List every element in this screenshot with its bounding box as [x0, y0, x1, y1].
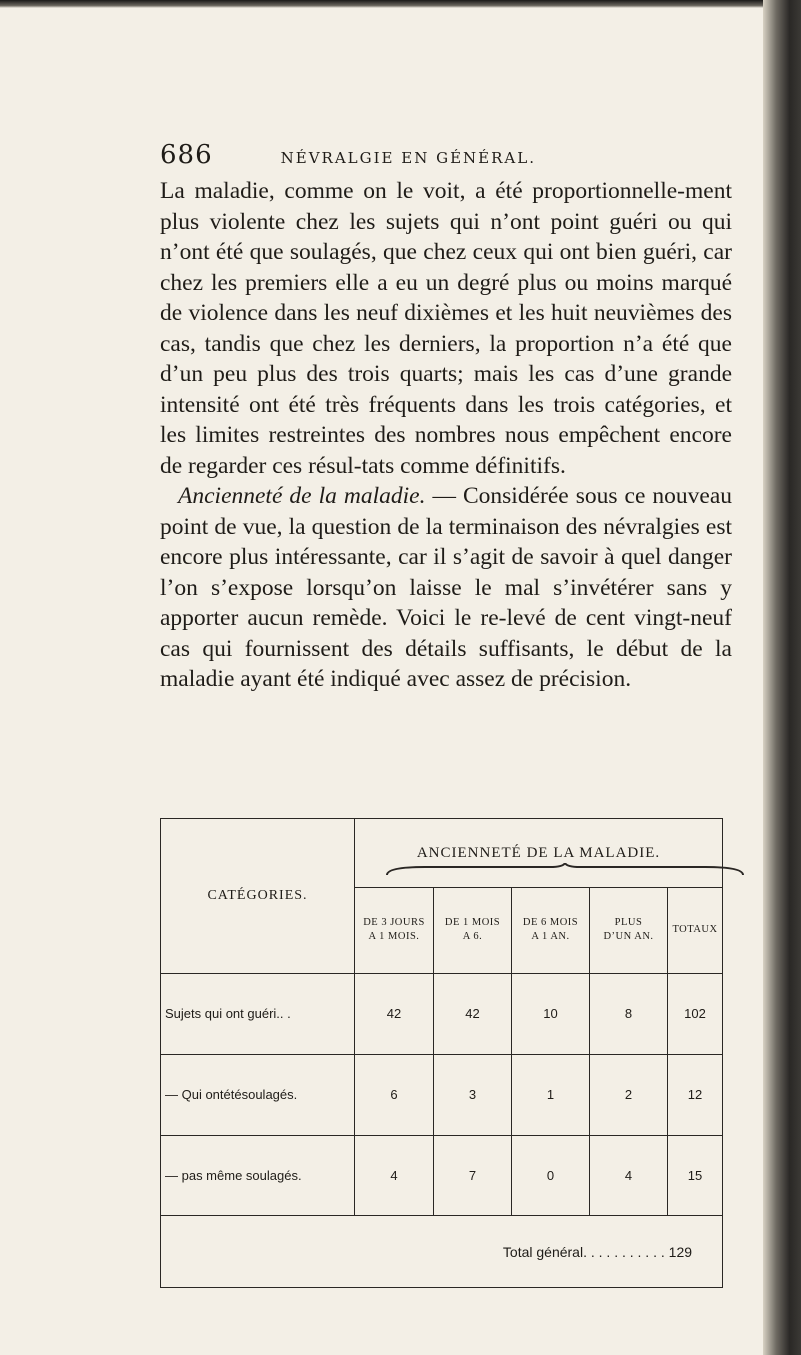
table-row	[161, 1054, 723, 1135]
table-cell: 0	[512, 1135, 590, 1216]
table-cell: 8	[590, 973, 668, 1054]
table-cell: 2	[590, 1054, 668, 1135]
row-label: — pas même soulagés.	[161, 1135, 355, 1216]
table-cell: 3	[434, 1054, 512, 1135]
table-row	[161, 1135, 723, 1216]
page-number: 686	[160, 140, 213, 170]
page-header	[160, 140, 730, 170]
table-cell: 1	[512, 1054, 590, 1135]
table-cell: 42	[355, 973, 434, 1054]
table-cell: 7	[434, 1135, 512, 1216]
table-cell: 15	[668, 1135, 723, 1216]
brace-icon	[385, 863, 745, 877]
scan-top-edge	[0, 0, 801, 8]
table-cell: 42	[434, 973, 512, 1054]
paragraph-section	[160, 481, 732, 695]
section-text: — Considérée sous ce nouveau point de vue, la question de la terminaison des névralgies est encore plus intéressante, car il s’agit de savoir à quel danger l’on s’expose lorsqu’on laisse le mal s’invétérer sans y apporter aucun remède. Voici le re-levé de cent vingt-neuf cas qui fournissent des détails suffisants, le début de la maladie ayant été indiqué avec assez de précision.	[160, 483, 732, 692]
table-cell: 6	[355, 1054, 434, 1135]
table-row	[161, 973, 723, 1054]
scan-page-edge	[763, 0, 801, 1355]
section-title: Ancienneté de la maladie.	[178, 483, 426, 509]
paragraph: La maladie, comme on le voit, a été proportionnelle-ment plus violente chez les sujets qui n’ont point guéri ou qui n’ont été que soulagés, que chez ceux qui ont bien guéri, car chez les premiers elle a eu un degré plus ou moins marqué de violence dans les neuf dixièmes et les huit neuvièmes des cas, tandis que chez les derniers, la proportion n’a été que d’un peu plus des trois quarts; mais les cas d’une grande intensité ont été très fréquents dans les trois catégories, et les limites restreintes des nombres nous empêchent encore de regarder ces résul-tats comme définitifs.	[160, 178, 732, 479]
col-header-totals: TOTAUX	[668, 888, 723, 974]
col-header: DE 3 JOURS A 1 MOIS.	[355, 888, 434, 974]
row-label: — Qui ontétésoulagés.	[161, 1054, 355, 1135]
total-value: 129	[668, 1243, 693, 1260]
table-cell: 4	[590, 1135, 668, 1216]
total-label: Total général. . . . . . . . . . .	[502, 1243, 665, 1260]
table-cell: 12	[668, 1054, 723, 1135]
running-title: NÉVRALGIE EN GÉNÉRAL.	[280, 149, 536, 167]
col-header: DE 1 MOIS A 6.	[434, 888, 512, 974]
row-label: Sujets qui ont guéri.. .	[161, 973, 355, 1054]
data-table	[160, 818, 723, 1288]
table-cell: 4	[355, 1135, 434, 1216]
body-text	[160, 176, 732, 695]
col-header: PLUS D’UN AN.	[590, 888, 668, 974]
category-header: CATÉGORIES.	[161, 819, 355, 974]
table-cell: 102	[668, 973, 723, 1054]
col-header: DE 6 MOIS A 1 AN.	[512, 888, 590, 974]
table-cell: 10	[512, 973, 590, 1054]
total-cell	[161, 1216, 723, 1288]
group-header-label: ANCIENNETÉ DE LA MALADIE.	[416, 844, 661, 861]
total-row	[161, 1216, 723, 1288]
group-header	[355, 819, 723, 888]
